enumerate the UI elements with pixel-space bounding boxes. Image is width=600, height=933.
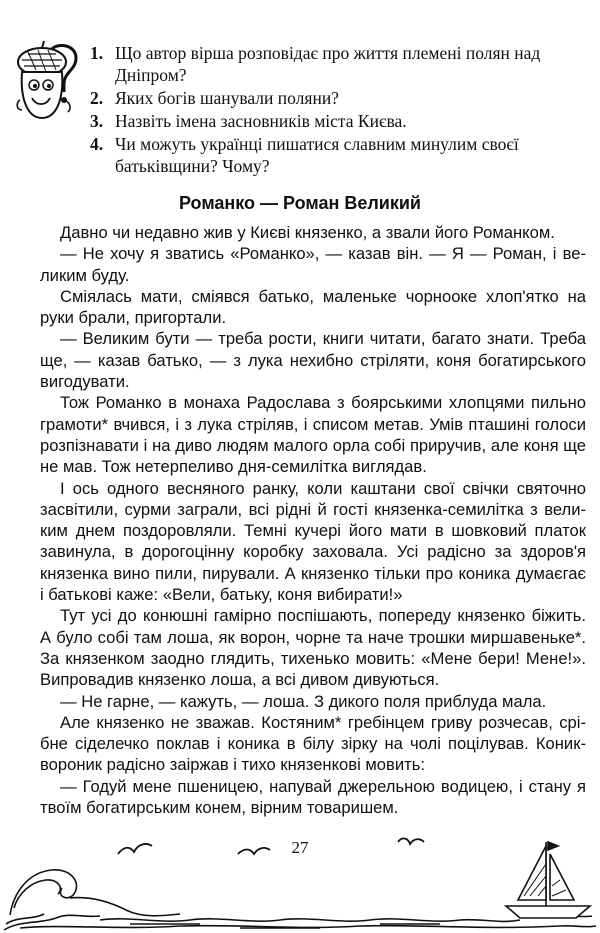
- story-title: Романко — Роман Великий: [179, 193, 421, 213]
- question-item: [90, 42, 582, 86]
- acorn-question-mark-icon: [14, 40, 80, 124]
- page-number: 27: [291, 838, 309, 857]
- question-number: 1.: [90, 43, 104, 63]
- story-paragraph: Тож Романко в монаха Радослава з боярськими хлопцями пильно грамоти* вчився, і з лука стріляв, і списом метав. Умів пташині голоси розпізнавати і на диво людям малого орла собі приручив, але коня ще не мав. Тож нетерпеливо дня-семилітка виглядав.: [40, 393, 586, 477]
- question-text: Чи можуть українці пишатися славним минулим своєї батьківщини? Чому?: [115, 134, 519, 176]
- question-number: 2.: [90, 88, 104, 108]
- story-paragraph: І ось одного весняного ранку, коли каштани свої свічки святочно засвітили, сурми заграли, всі рідні й гості князенка-семилітка з великим днем поздоровляли. Темні кучері його мати в шовковий платок завинула, в дорогоцінну коробку заховала. Усі радісно за здоров'я князенка вино пили, пирували. А князенко тільки про коника думаєгає і батькові каже: «Вели, батьку, коня вибирати!»: [40, 478, 586, 605]
- question-item: [90, 110, 582, 132]
- question-number: 4.: [90, 134, 104, 154]
- question-text: Що автор вірша розповідає про життя племені полян над Дніпром?: [115, 43, 541, 85]
- question-item: [90, 133, 582, 177]
- story-paragraph: Давно чи недавно жив у Києві князенко, а звали його Романком.: [60, 223, 555, 242]
- story-paragraph: Тут усі до конюшні гамірно поспішають, попереду князенко біжить. А було собі там лоша, як ворон, чорне та наче трошки миршавеньке*. За князенком заодно глядить, тихенько мовить: «Мене бери! Мене!». Випровадив князенко лоша, а всі дивом дивуються.: [40, 606, 586, 690]
- question-list: [90, 42, 582, 178]
- question-item: [90, 87, 582, 109]
- story-paragraph: — Великим бути — треба рости, книги читати, багато знати. Треба ще, — казав батько, — з лука нехибно стріляти, коня богатирського вигодувати.: [40, 329, 586, 392]
- question-number: 3.: [90, 111, 104, 131]
- waves-icon: [4, 870, 596, 930]
- story-body: [40, 222, 586, 818]
- story-paragraph: Сміялась мати, сміявся батько, маленьке чорнооке хлоп'ятко на руки брали, пригортали.: [40, 286, 586, 328]
- story-paragraph: — Годуй мене пшеницею, напувай джерельною водицею, і стану я твоїм богатирським конем, вірним товаришем.: [40, 776, 586, 818]
- question-text: Назвіть імена засновників міста Києва.: [115, 111, 407, 131]
- footer-illustration: [0, 820, 600, 933]
- story-paragraph: — Не хочу я зватись «Романко», — казав він. — Я — Роман, і великим буду.: [40, 244, 586, 285]
- story-paragraph: — Не гарне, — кажуть, — лоша. З дикого поля приблуда мала.: [60, 691, 547, 711]
- story-paragraph: Але князенко не зважав. Костяним* гребінцем гриву розчесав, срібне сіделечко поклав і коника в білу зірку на чолі поцілував. Коник-вороник радісно заіржав і тихо князенкові мовить:: [40, 712, 586, 775]
- question-text: Яких богів шанували поляни?: [115, 88, 339, 108]
